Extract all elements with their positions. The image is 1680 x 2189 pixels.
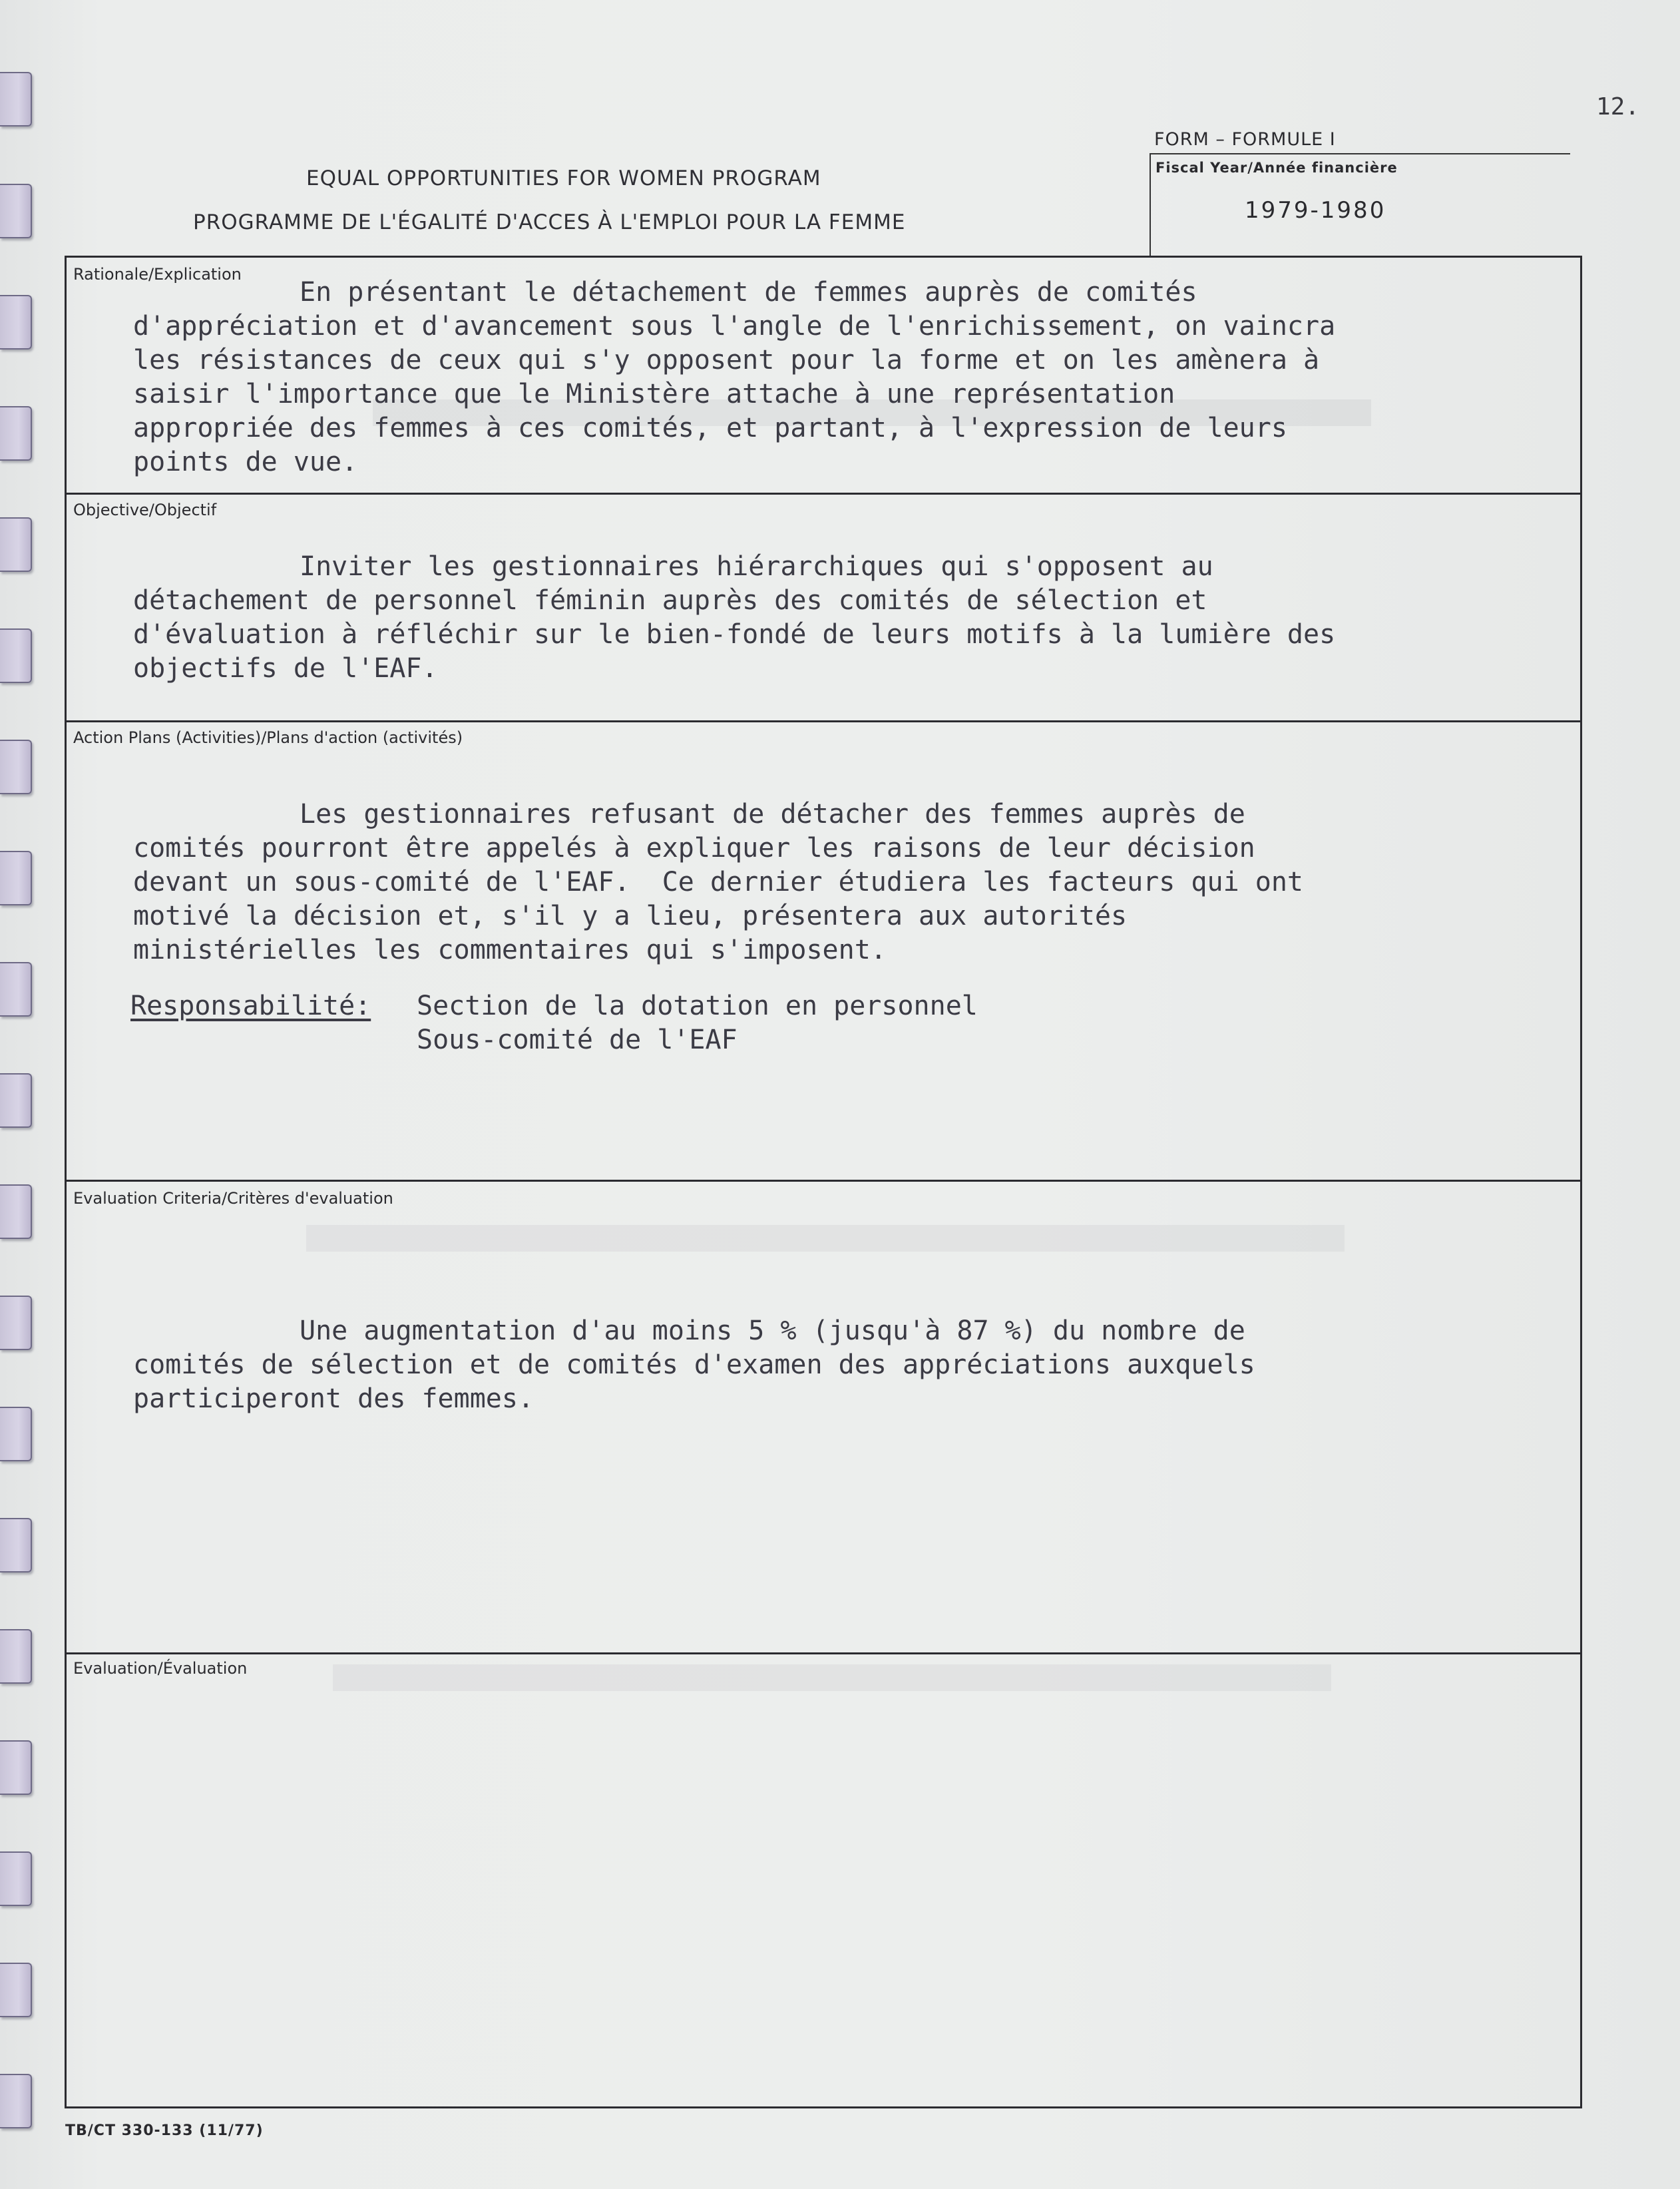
action-plan-line: motivé la décision et, s'il y a lieu, présentera aux autorités <box>133 901 1128 931</box>
evaluation-criteria-line: Une augmentation d'au moins 5 % (jusqu'à 87 %) du nombre de <box>300 1316 1245 1346</box>
rationale-line: points de vue. <box>133 447 358 477</box>
action-plan-line: devant un sous-comité de l'EAF. Ce dernier étudiera les facteurs qui ont <box>133 867 1303 897</box>
program-title-en: EQUAL OPPORTUNITIES FOR WOMEN PROGRAM <box>306 166 821 190</box>
evaluation-criteria-line: participeront des femmes. <box>133 1383 534 1414</box>
form-frame <box>65 256 1582 2108</box>
objective-line: d'évaluation à réfléchir sur le bien-fondé de leurs motifs à la lumière des <box>133 619 1336 650</box>
binding-tab <box>0 2074 32 2128</box>
binding-tab <box>0 1629 32 1684</box>
section-divider <box>65 1652 1582 1654</box>
responsibility-line: Section de la dotation en personnel <box>417 991 978 1021</box>
section-divider <box>65 1180 1582 1182</box>
binding-tab <box>0 295 32 350</box>
binding-tab <box>0 962 32 1017</box>
rationale-line: les résistances de ceux qui s'y opposent pour la forme et on les amènera à <box>133 345 1320 375</box>
fiscal-year-value: 1979-1980 <box>1245 197 1386 224</box>
action-plan-line: ministérielles les commentaires qui s'imposent. <box>133 935 887 965</box>
evaluation-criteria-line: comités de sélection et de comités d'examen des appréciations auxquels <box>133 1349 1255 1380</box>
rationale-label: Rationale/Explication <box>73 265 242 284</box>
binding-tab <box>0 1184 32 1239</box>
binding-tab <box>0 72 32 126</box>
binding-tab <box>0 851 32 905</box>
form-divider <box>1150 153 1570 154</box>
responsibility-label: Responsabilité: <box>130 991 371 1021</box>
binding-tab <box>0 406 32 461</box>
binding-tab <box>0 1851 32 1906</box>
binding-tab <box>0 740 32 794</box>
form-number: TB/CT 330-133 (11/77) <box>65 2122 264 2139</box>
form-divider <box>1150 153 1151 256</box>
spiral-binding <box>0 0 47 2189</box>
binding-tab <box>0 1740 32 1795</box>
objective-line: détachement de personnel féminin auprès des comités de sélection et <box>133 585 1207 616</box>
section-divider <box>65 720 1582 722</box>
evaluation-label: Evaluation/Évaluation <box>73 1659 248 1678</box>
section-divider <box>65 493 1582 495</box>
binding-tab <box>0 517 32 572</box>
binding-tab <box>0 1963 32 2017</box>
form-label: FORM – FORMULE I <box>1154 129 1336 150</box>
objective-label: Objective/Objectif <box>73 501 217 519</box>
binding-tab <box>0 628 32 683</box>
binding-tab <box>0 1296 32 1350</box>
page-number: 12. <box>1596 93 1640 121</box>
objective-line: objectifs de l'EAF. <box>133 653 438 684</box>
binding-tab <box>0 1073 32 1128</box>
responsibility-line: Sous-comité de l'EAF <box>417 1025 737 1055</box>
objective-line: Inviter les gestionnaires hiérarchiques qui s'opposent au <box>300 551 1213 582</box>
binding-tab <box>0 184 32 238</box>
fiscal-year-label: Fiscal Year/Année financière <box>1155 160 1398 176</box>
action-plan-line: comités pourront être appelés à expliquer les raisons de leur décision <box>133 833 1255 863</box>
evaluation-criteria-label: Evaluation Criteria/Critères d'evaluation <box>73 1189 393 1208</box>
rationale-line: En présentant le détachement de femmes auprès de comités <box>300 277 1197 308</box>
rationale-line: saisir l'importance que le Ministère attache à une représentation <box>133 379 1175 409</box>
program-title-fr: PROGRAMME DE L'ÉGALITÉ D'ACCES À L'EMPLOI POUR LA FEMME <box>193 210 906 234</box>
binding-tab <box>0 1407 32 1461</box>
action-plan-line: Les gestionnaires refusant de détacher des femmes auprès de <box>300 799 1245 830</box>
rationale-line: appropriée des femmes à ces comités, et partant, à l'expression de leurs <box>133 413 1287 443</box>
rationale-line: d'appréciation et d'avancement sous l'angle de l'enrichissement, on vaincra <box>133 311 1336 342</box>
binding-tab <box>0 1518 32 1573</box>
action-plans-label: Action Plans (Activities)/Plans d'action (activités) <box>73 728 463 747</box>
